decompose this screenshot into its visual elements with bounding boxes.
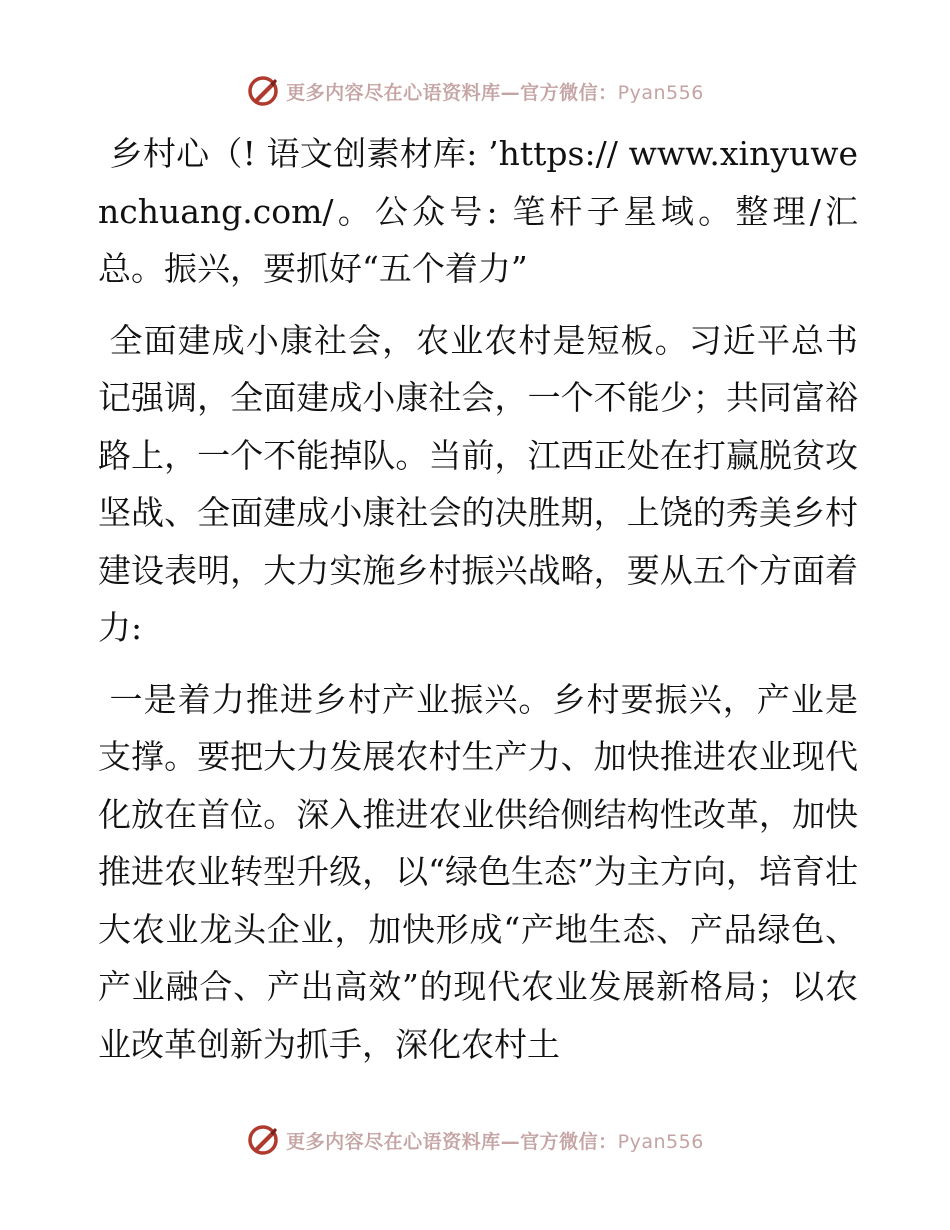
pen-logo-icon xyxy=(246,74,280,108)
banner-text xyxy=(286,1127,704,1154)
paragraph-industry: 一是着力推进乡村产业振兴。乡村要振兴，产业是支撑。要把大力发展农村生产力、加快推进农业现代化放在首位。深入推进农业供给侧结构性改革，加快推进农业转型升级，以“绿色生态”为主方向，培育壮大农业龙头企业，加快形成“产地生态、产品绿色、产业融合、产出高效”的现代农业发展新格局；以农业改革创新为抓手，深化农村土 xyxy=(98,679,858,1064)
banner-wechat-id: Pyan556 xyxy=(617,1130,704,1153)
header-banner xyxy=(0,71,950,111)
paragraph-intro: 全面建成小康社会，农业农村是短板。习近平总书记强调，全面建成小康社会，一个不能少；共同富裕路上，一个不能掉队。当前，江西正处在打赢脱贫攻坚战、全面建成小康社会的决胜期，上饶的秀美乡村建设表明，大力实施乡村振兴战略，要从五个方面着力: xyxy=(98,320,858,647)
banner-wechat-id: Pyan556 xyxy=(617,81,704,104)
pen-logo-icon xyxy=(246,1123,280,1157)
paragraph-title: 乡村心（! 语文创素材库: ’https:// www.xinyuwenchuang.com/。公众号: 笔杆子星域。整理/汇总。振兴，要抓好“五个着力” xyxy=(98,134,858,288)
banner-text-cn: 更多内容尽在心语资料库—官方微信： xyxy=(286,1130,618,1153)
document-body xyxy=(98,125,858,1073)
banner-text xyxy=(286,78,704,105)
footer-banner xyxy=(0,1120,950,1160)
banner-text-cn: 更多内容尽在心语资料库—官方微信： xyxy=(286,81,618,104)
